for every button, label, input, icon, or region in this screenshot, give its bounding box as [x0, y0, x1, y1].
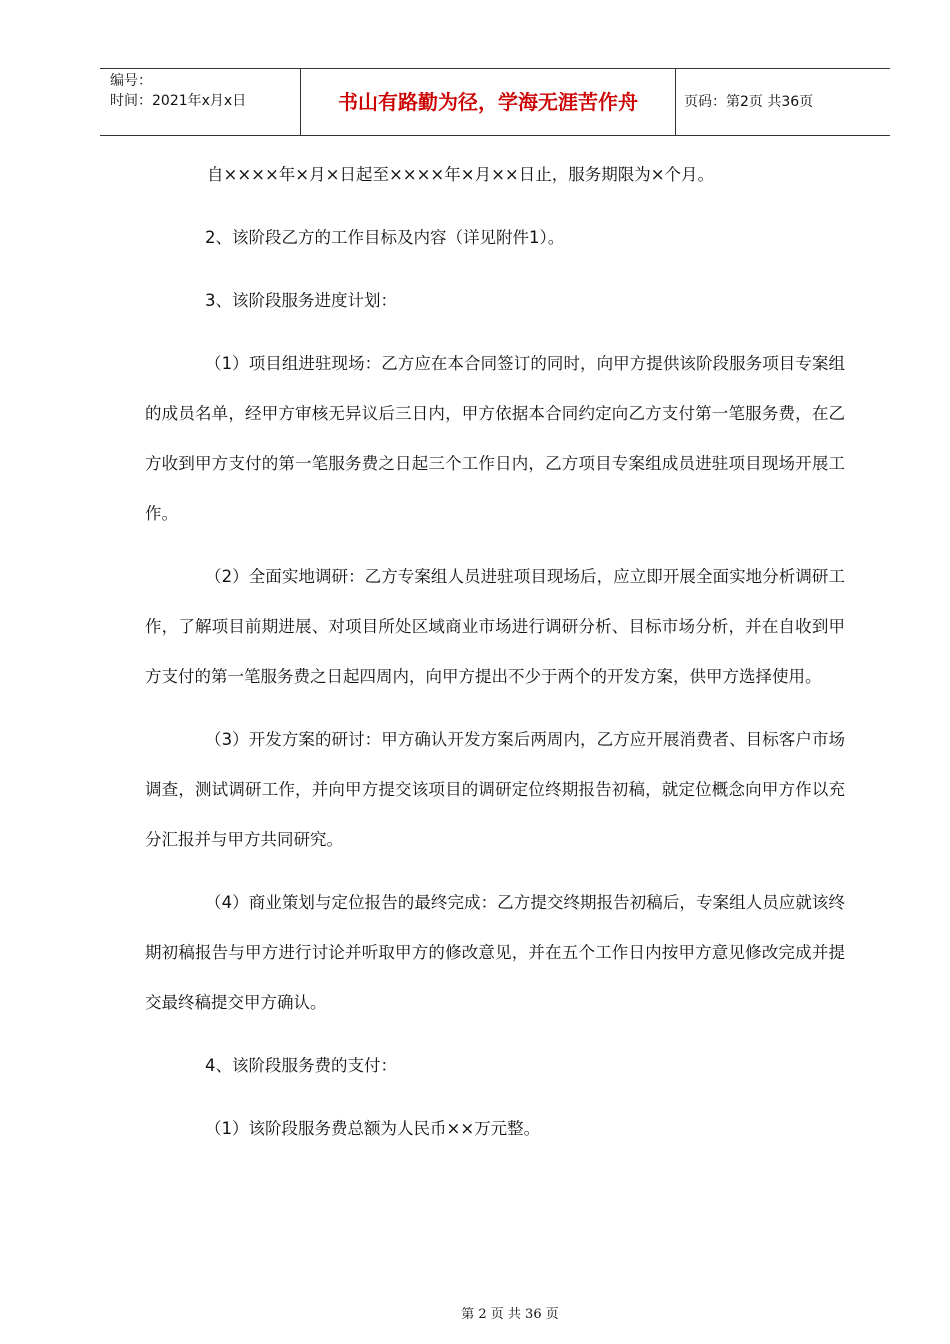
- header-motto: 书山有路勤为径，学海无涯苦作舟: [301, 69, 676, 135]
- paragraph-work-goals: 2、该阶段乙方的工作目标及内容（详见附件1）。: [205, 228, 565, 247]
- paragraph-schedule-heading: 3、该阶段服务进度计划：: [205, 291, 397, 310]
- paragraph-payment-1: （1）该阶段服务费总额为人民币××万元整。: [205, 1119, 541, 1138]
- paragraph-schedule-2: （2）全面实地调研：乙方专案组人员进驻项目现场后，应立即开展全面实地分析调研工作，了解项目前期进展、对项目所处区域商业市场进行调研分析、目标市场分析，并在自收到甲方支付的第一笔服务费之日起四周内，向甲方提出不少于两个的开发方案，供甲方选择使用。: [145, 567, 845, 686]
- page-header: [100, 68, 890, 136]
- document-body: [145, 150, 845, 1154]
- paragraph-payment-heading: 4、该阶段服务费的支付：: [205, 1056, 397, 1075]
- header-page-label: 页码：第2页 共36页: [684, 94, 814, 110]
- paragraph-schedule-1: （1）项目组进驻现场：乙方应在本合同签订的同时，向甲方提供该阶段服务项目专案组的成员名单，经甲方审核无异议后三日内，甲方依据本合同约定向乙方支付第一笔服务费，在乙方收到甲方支付的第一笔服务费之日起三个工作日内，乙方项目专案组成员进驻项目现场开展工作。: [145, 354, 845, 523]
- time-label: 时间：2021年x月x日: [110, 93, 247, 109]
- header-meta: [100, 69, 301, 135]
- paragraph-schedule-3: （3）开发方案的研讨：甲方确认开发方案后两周内，乙方应开展消费者、目标客户市场调查，测试调研工作，并向甲方提交该项目的调研定位终期报告初稿，就定位概念向甲方作以充分汇报并与甲方共同研究。: [145, 730, 845, 849]
- paragraph-service-period: 自××××年×月×日起至××××年×月××日止，服务期限为×个月。: [207, 165, 715, 184]
- page-footer: 第 2 页 共 36 页: [461, 1307, 559, 1322]
- paragraph-schedule-4: （4）商业策划与定位报告的最终完成：乙方提交终期报告初稿后，专案组人员应就该终期初稿报告与甲方进行讨论并听取甲方的修改意见，并在五个工作日内按甲方意见修改完成并提交最终稿提交甲方确认。: [145, 893, 845, 1012]
- code-label: 编号：: [110, 73, 152, 89]
